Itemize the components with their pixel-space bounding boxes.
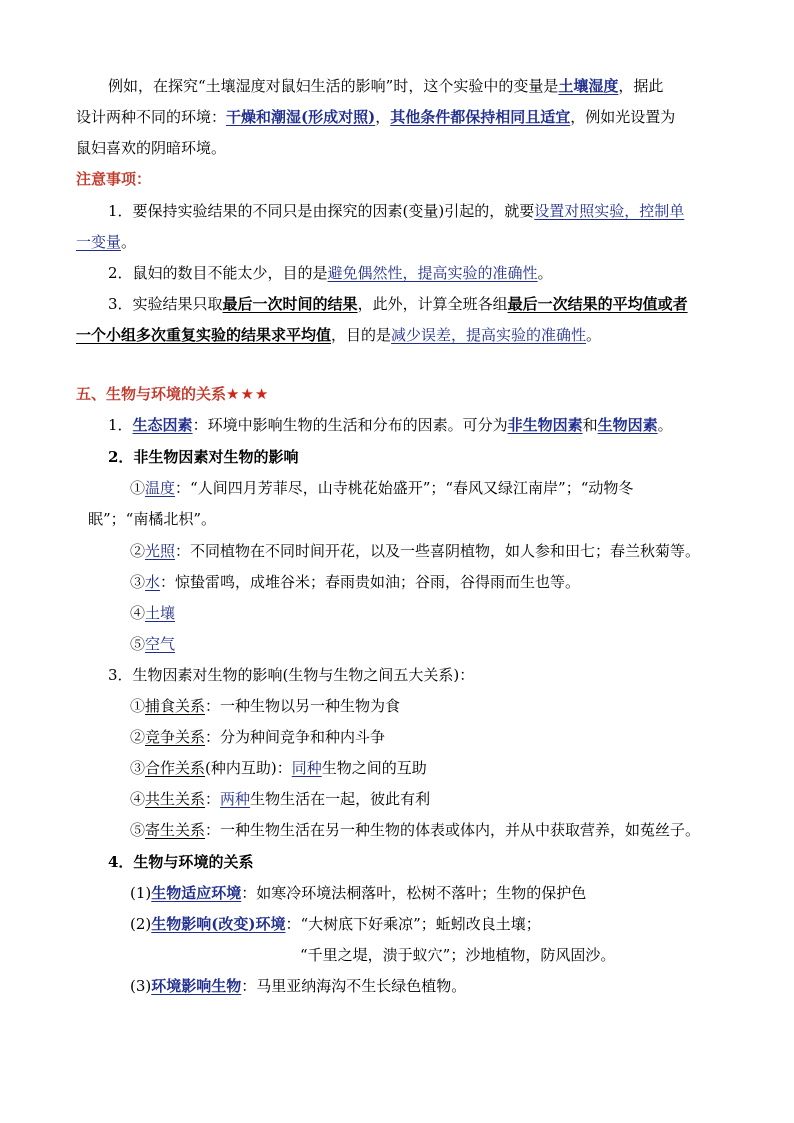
item-text: ：分为种间竞争和种内斗争 [205, 728, 386, 746]
factor-temperature [130, 478, 633, 498]
item-number: (3) [130, 977, 152, 995]
note-text: 2．鼠妇的数目不能太少，目的是 [108, 264, 328, 282]
item-text: ：不同植物在不同时间开花，以及一些喜阴植物，如人参和田七；春兰秋菊等。 [175, 542, 701, 560]
factor-temperature-cont: 眠”；“南橘北枳”。 [88, 510, 217, 528]
term-air: 空气 [145, 635, 176, 653]
term-cooperation: 合作关系 [145, 759, 206, 777]
intro-line-2 [76, 107, 675, 127]
note-2 [108, 263, 553, 283]
note-term: 一变量 [76, 233, 122, 251]
term-soil: 土壤 [145, 604, 176, 622]
point-text: 。 [657, 416, 673, 434]
term-competition: 竞争关系 [145, 728, 206, 746]
notes-title: 注意事项： [76, 170, 152, 188]
point-text: ：环境中影响生物的生活和分布的因素。可分为 [192, 416, 508, 434]
relation-symbiosis [130, 789, 430, 809]
item-text: ：一种生物生活在另一种生物的体表或体内，并从中获取营养，如菟丝子。 [205, 821, 701, 839]
intro-text: 例如，在探究“土壤湿度对鼠妇生活的影响”时，这个实验中的变量是 [108, 77, 559, 95]
term-biotic-factor: 生物因素 [597, 416, 658, 434]
note-1-line-1 [108, 201, 684, 221]
term-water: 水 [145, 573, 161, 591]
item-text: ：一种生物以另一种生物为食 [205, 697, 401, 715]
item-number: ③ [130, 759, 146, 777]
factor-air [130, 634, 175, 654]
relation-competition [130, 727, 385, 747]
item-number: (1) [130, 884, 152, 902]
note-term: 一个小组多次重复实验的结果求平均值 [76, 326, 332, 344]
term-temperature: 温度 [145, 479, 176, 497]
item-number: ④ [130, 790, 146, 808]
point-3-heading: 3．生物因素对生物的影响(生物与生物之间五大关系)： [108, 666, 475, 684]
section-title: 五、生物与环境的关系 [76, 385, 227, 403]
term-two-species: 两种 [220, 790, 251, 808]
point-number: 1． [108, 416, 133, 434]
term-light: 光照 [145, 542, 176, 560]
item-number: (2) [130, 915, 152, 933]
item-number: ⑤ [130, 821, 146, 839]
env-adapt [130, 883, 586, 903]
item-number: ① [130, 479, 146, 497]
term-parasitism: 寄生关系 [145, 821, 206, 839]
factor-water [130, 572, 580, 592]
relation-cooperation [130, 758, 427, 778]
note-term: 避免偶然性，提高实验的准确性 [327, 264, 538, 282]
env-affect-cont: “千里之堤，溃于蚁穴”；沙地植物，防风固沙。 [300, 946, 616, 964]
point-1 [108, 415, 673, 435]
item-number: ① [130, 697, 146, 715]
note-text: ，此外，计算全班各组 [357, 295, 508, 313]
point-2-heading: 2．非生物因素对生物的影响 [108, 448, 299, 466]
item-text: ：“人间四月芳菲尽，山寺桃花始盛开”；“春风又绿江南岸”；“动物冬 [175, 479, 634, 497]
factor-soil [130, 603, 175, 623]
env-affect [130, 914, 541, 934]
item-text: 生物生活在一起，彼此有利 [250, 790, 431, 808]
item-text: ：马里亚纳海沟不生长绿色植物。 [241, 977, 467, 995]
term-adapt: 生物适应环境 [151, 884, 242, 902]
intro-text: ，例如光设置为 [570, 108, 676, 126]
item-text: ：“大树底下好乘凉”；蚯蚓改良土壤； [285, 915, 541, 933]
term-influence: 环境影响生物 [151, 977, 242, 995]
item-number: ④ [130, 604, 146, 622]
note-term: 减少误差，提高实验的准确性 [391, 326, 587, 344]
relation-parasitism [130, 820, 700, 840]
note-text: 。 [537, 264, 553, 282]
item-number: ③ [130, 573, 146, 591]
intro-text: ， [375, 108, 391, 126]
intro-text: ，据此 [618, 77, 664, 95]
variable-term: 土壤湿度 [558, 77, 619, 95]
term-abiotic-factor: 非生物因素 [507, 416, 583, 434]
note-term: 设置对照实验，控制单 [534, 202, 685, 220]
section-5-heading [76, 384, 269, 404]
note-text: 。 [586, 326, 602, 344]
term-symbiosis: 共生关系 [145, 790, 206, 808]
relation-predation [130, 696, 400, 716]
note-text: 1．要保持实验结果的不同只是由探究的因素(变量)引起的，就要 [108, 202, 535, 220]
term-predation: 捕食关系 [145, 697, 206, 715]
item-text: ： [205, 790, 221, 808]
note-text: 3．实验结果只取 [108, 295, 223, 313]
note-text: 。 [121, 233, 137, 251]
term-affect: 生物影响(改变)环境 [151, 915, 286, 933]
note-3-line-1 [108, 294, 688, 314]
item-text: ：如寒冷环境法桐落叶，松树不落叶；生物的保护色 [241, 884, 587, 902]
intro-text: 设计两种不同的环境： [76, 108, 227, 126]
same-conditions-term: 其他条件都保持相同且适宜 [390, 108, 571, 126]
point-text: 和 [582, 416, 598, 434]
note-term: 最后一次结果的平均值或者 [507, 295, 688, 313]
item-number: ② [130, 728, 146, 746]
term-same-species: 同种 [291, 759, 322, 777]
control-term: 干燥和潮湿(形成对照) [226, 108, 376, 126]
point-4-heading: 4．生物与环境的关系 [108, 853, 254, 871]
factor-light [130, 541, 700, 561]
intro-line-3: 鼠妇喜欢的阴暗环境。 [76, 139, 227, 157]
note-1-line-2 [76, 232, 136, 252]
note-3-line-2 [76, 325, 601, 345]
note-term: 最后一次时间的结果 [222, 295, 358, 313]
env-influence [130, 976, 466, 996]
term-ecological-factor: 生态因素 [132, 416, 193, 434]
star-icon: ★★★ [226, 385, 270, 403]
item-text: ：惊蛰雷鸣，成堆谷米；春雨贵如油；谷雨，谷得雨而生也等。 [160, 573, 581, 591]
note-text: ，目的是 [331, 326, 392, 344]
item-text: 生物之间的互助 [321, 759, 427, 777]
item-text: (种内互助)： [205, 759, 292, 777]
intro-line-1 [108, 76, 663, 96]
item-number: ⑤ [130, 635, 146, 653]
item-number: ② [130, 542, 146, 560]
